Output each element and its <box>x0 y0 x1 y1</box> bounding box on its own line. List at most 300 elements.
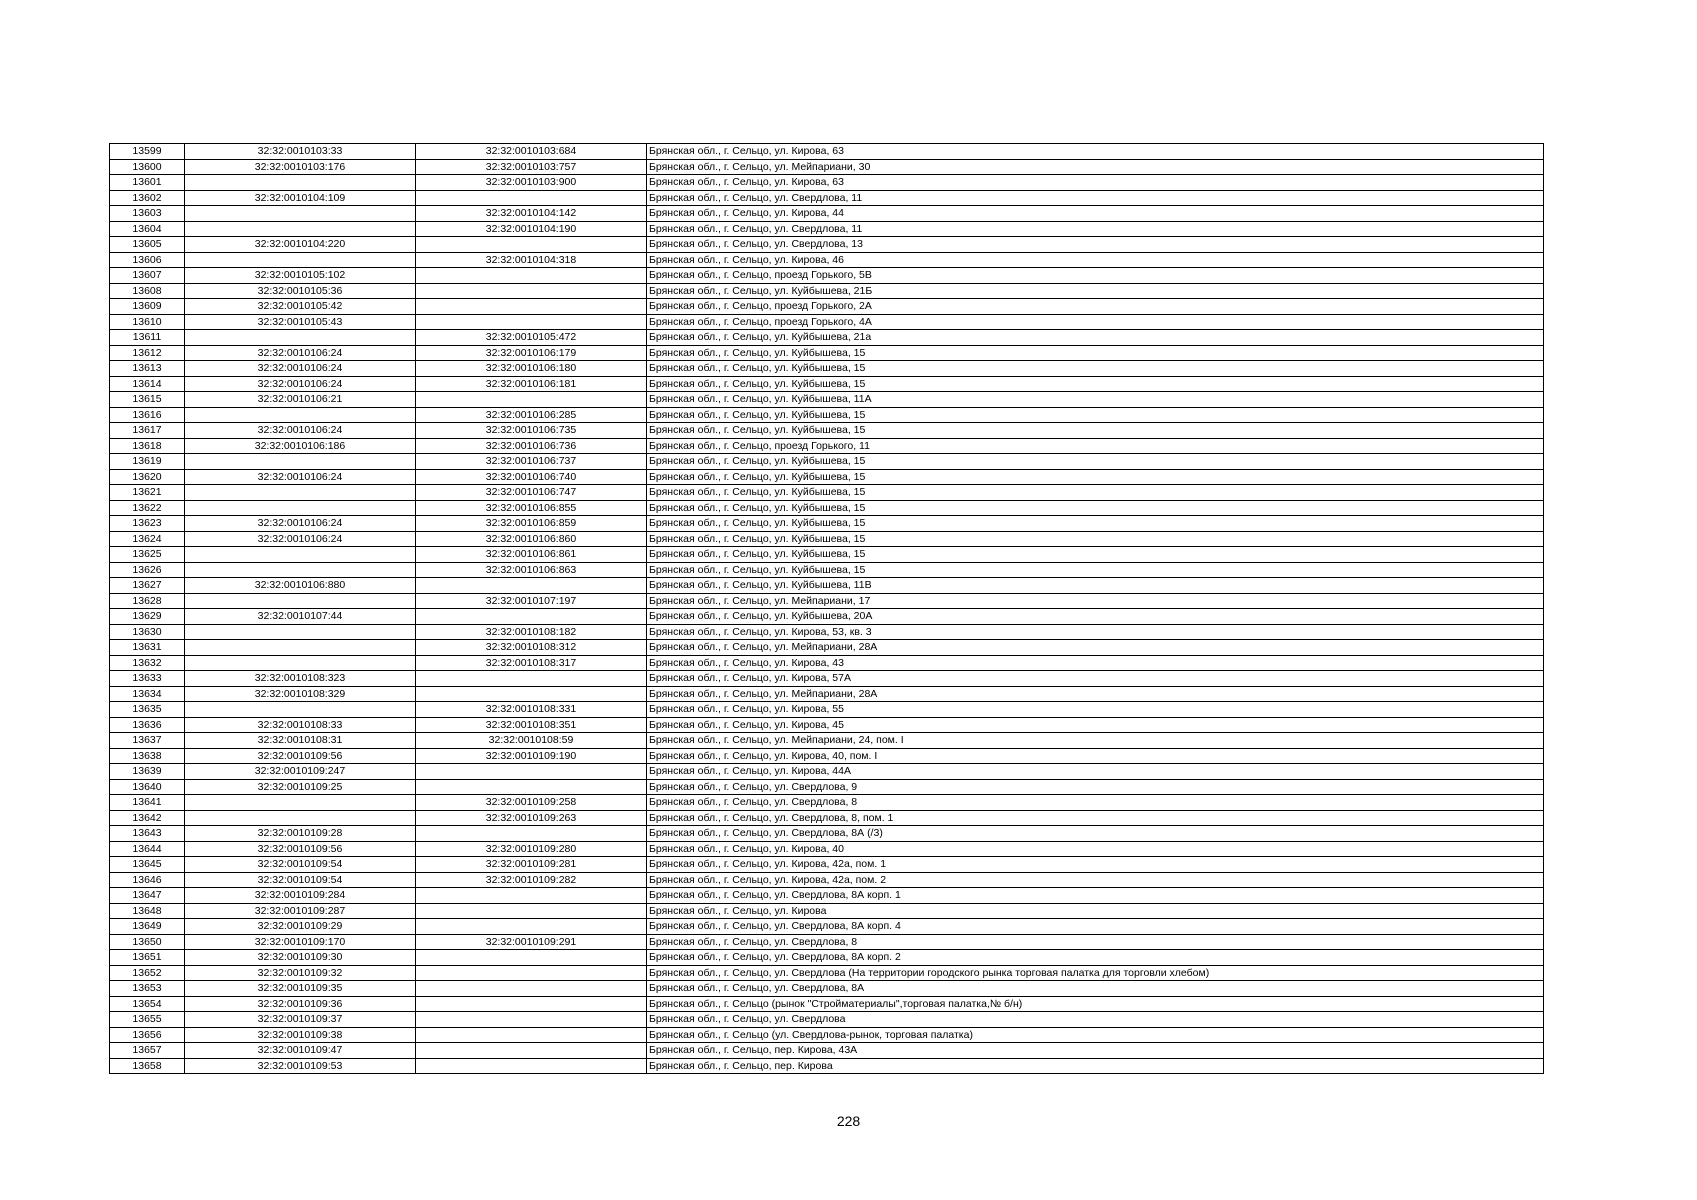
land-cadastral-number-cell <box>185 593 416 609</box>
address-cell: Брянская обл., г. Сельцо, проезд Горького, 5В <box>647 268 1544 284</box>
row-number-cell: 13656 <box>110 1027 185 1043</box>
building-cadastral-number-cell <box>416 1027 647 1043</box>
table-row <box>110 454 1544 470</box>
building-cadastral-number-cell: 32:32:0010109:291 <box>416 934 647 950</box>
row-number-cell: 13621 <box>110 485 185 501</box>
address-cell: Брянская обл., г. Сельцо, ул. Куйбышева, 15 <box>647 469 1544 485</box>
row-number-cell: 13658 <box>110 1058 185 1074</box>
row-number-cell: 13639 <box>110 764 185 780</box>
table-row <box>110 733 1544 749</box>
row-number-cell: 13609 <box>110 299 185 315</box>
land-cadastral-number-cell: 32:32:0010109:170 <box>185 934 416 950</box>
land-cadastral-number-cell <box>185 407 416 423</box>
building-cadastral-number-cell <box>416 268 647 284</box>
address-cell: Брянская обл., г. Сельцо, ул. Свердлова, 11 <box>647 221 1544 237</box>
land-cadastral-number-cell: 32:32:0010109:36 <box>185 996 416 1012</box>
building-cadastral-number-cell <box>416 888 647 904</box>
row-number-cell: 13638 <box>110 748 185 764</box>
table-row <box>110 965 1544 981</box>
address-cell: Брянская обл., г. Сельцо, ул. Куйбышева, 15 <box>647 376 1544 392</box>
address-cell: Брянская обл., г. Сельцо, пер. Кирова, 43А <box>647 1043 1544 1059</box>
table-row <box>110 655 1544 671</box>
building-cadastral-number-cell: 32:32:0010109:282 <box>416 872 647 888</box>
building-cadastral-number-cell <box>416 950 647 966</box>
address-cell: Брянская обл., г. Сельцо, ул. Кирова, 46 <box>647 252 1544 268</box>
land-cadastral-number-cell: 32:32:0010109:30 <box>185 950 416 966</box>
address-cell: Брянская обл., г. Сельцо, ул. Свердлова, 9 <box>647 779 1544 795</box>
table-row <box>110 1043 1544 1059</box>
row-number-cell: 13630 <box>110 624 185 640</box>
address-cell: Брянская обл., г. Сельцо, ул. Куйбышева, 15 <box>647 454 1544 470</box>
table-row <box>110 779 1544 795</box>
address-cell: Брянская обл., г. Сельцо, пер. Кирова <box>647 1058 1544 1074</box>
address-cell: Брянская обл., г. Сельцо, ул. Кирова, 42а, пом. 2 <box>647 872 1544 888</box>
table-row <box>110 361 1544 377</box>
address-cell: Брянская обл., г. Сельцо, ул. Куйбышева, 15 <box>647 407 1544 423</box>
address-cell: Брянская обл., г. Сельцо, ул. Свердлова, 8А корп. 4 <box>647 919 1544 935</box>
row-number-cell: 13604 <box>110 221 185 237</box>
row-number-cell: 13654 <box>110 996 185 1012</box>
land-cadastral-number-cell <box>185 640 416 656</box>
table-row <box>110 903 1544 919</box>
address-cell: Брянская обл., г. Сельцо, ул. Мейпариани, 28А <box>647 686 1544 702</box>
land-cadastral-number-cell: 32:32:0010109:56 <box>185 841 416 857</box>
land-cadastral-number-cell: 32:32:0010105:36 <box>185 283 416 299</box>
address-cell: Брянская обл., г. Сельцо, ул. Куйбышева, 15 <box>647 516 1544 532</box>
building-cadastral-number-cell: 32:32:0010106:737 <box>416 454 647 470</box>
building-cadastral-number-cell: 32:32:0010103:900 <box>416 175 647 191</box>
land-cadastral-number-cell: 32:32:0010103:176 <box>185 159 416 175</box>
row-number-cell: 13631 <box>110 640 185 656</box>
land-cadastral-number-cell: 32:32:0010108:329 <box>185 686 416 702</box>
land-cadastral-number-cell: 32:32:0010105:102 <box>185 268 416 284</box>
row-number-cell: 13633 <box>110 671 185 687</box>
address-cell: Брянская обл., г. Сельцо, ул. Куйбышева, 15 <box>647 361 1544 377</box>
registry-table <box>109 143 1544 1074</box>
land-cadastral-number-cell: 32:32:0010109:287 <box>185 903 416 919</box>
row-number-cell: 13623 <box>110 516 185 532</box>
land-cadastral-number-cell <box>185 810 416 826</box>
building-cadastral-number-cell <box>416 283 647 299</box>
row-number-cell: 13637 <box>110 733 185 749</box>
row-number-cell: 13646 <box>110 872 185 888</box>
land-cadastral-number-cell: 32:32:0010108:31 <box>185 733 416 749</box>
address-cell: Брянская обл., г. Сельцо, ул. Свердлова (На территории городского рынка торговая палатка для торговли хлебом) <box>647 965 1544 981</box>
row-number-cell: 13617 <box>110 423 185 439</box>
address-cell: Брянская обл., г. Сельцо, ул. Кирова, 40 <box>647 841 1544 857</box>
building-cadastral-number-cell: 32:32:0010106:181 <box>416 376 647 392</box>
land-cadastral-number-cell <box>185 206 416 222</box>
building-cadastral-number-cell <box>416 609 647 625</box>
building-cadastral-number-cell <box>416 919 647 935</box>
table-row <box>110 702 1544 718</box>
address-cell: Брянская обл., г. Сельцо, ул. Куйбышева, 21а <box>647 330 1544 346</box>
row-number-cell: 13601 <box>110 175 185 191</box>
land-cadastral-number-cell <box>185 702 416 718</box>
address-cell: Брянская обл., г. Сельцо, ул. Свердлова, 8А (/3) <box>647 826 1544 842</box>
land-cadastral-number-cell: 32:32:0010106:186 <box>185 438 416 454</box>
table-row <box>110 640 1544 656</box>
row-number-cell: 13640 <box>110 779 185 795</box>
building-cadastral-number-cell <box>416 996 647 1012</box>
building-cadastral-number-cell: 32:32:0010106:180 <box>416 361 647 377</box>
land-cadastral-number-cell <box>185 454 416 470</box>
building-cadastral-number-cell <box>416 981 647 997</box>
address-cell: Брянская обл., г. Сельцо, ул. Куйбышева, 15 <box>647 531 1544 547</box>
row-number-cell: 13653 <box>110 981 185 997</box>
table-row <box>110 376 1544 392</box>
land-cadastral-number-cell: 32:32:0010108:323 <box>185 671 416 687</box>
table-row <box>110 531 1544 547</box>
table-row <box>110 717 1544 733</box>
building-cadastral-number-cell: 32:32:0010108:331 <box>416 702 647 718</box>
table-row <box>110 423 1544 439</box>
row-number-cell: 13620 <box>110 469 185 485</box>
land-cadastral-number-cell <box>185 221 416 237</box>
table-row <box>110 175 1544 191</box>
land-cadastral-number-cell: 32:32:0010106:24 <box>185 516 416 532</box>
address-cell: Брянская обл., г. Сельцо, ул. Кирова, 63 <box>647 144 1544 160</box>
row-number-cell: 13650 <box>110 934 185 950</box>
building-cadastral-number-cell: 32:32:0010109:263 <box>416 810 647 826</box>
building-cadastral-number-cell <box>416 1012 647 1028</box>
land-cadastral-number-cell: 32:32:0010106:24 <box>185 361 416 377</box>
row-number-cell: 13614 <box>110 376 185 392</box>
building-cadastral-number-cell: 32:32:0010109:258 <box>416 795 647 811</box>
table-row <box>110 299 1544 315</box>
row-number-cell: 13645 <box>110 857 185 873</box>
building-cadastral-number-cell <box>416 190 647 206</box>
land-cadastral-number-cell <box>185 330 416 346</box>
building-cadastral-number-cell <box>416 1043 647 1059</box>
row-number-cell: 13615 <box>110 392 185 408</box>
row-number-cell: 13635 <box>110 702 185 718</box>
row-number-cell: 13613 <box>110 361 185 377</box>
table-row <box>110 795 1544 811</box>
building-cadastral-number-cell <box>416 779 647 795</box>
building-cadastral-number-cell: 32:32:0010106:735 <box>416 423 647 439</box>
table-row <box>110 950 1544 966</box>
row-number-cell: 13636 <box>110 717 185 733</box>
land-cadastral-number-cell <box>185 795 416 811</box>
row-number-cell: 13607 <box>110 268 185 284</box>
row-number-cell: 13606 <box>110 252 185 268</box>
table-row <box>110 624 1544 640</box>
building-cadastral-number-cell: 32:32:0010108:59 <box>416 733 647 749</box>
address-cell: Брянская обл., г. Сельцо, ул. Кирова, 44 <box>647 206 1544 222</box>
building-cadastral-number-cell: 32:32:0010109:280 <box>416 841 647 857</box>
table-row <box>110 438 1544 454</box>
table-row <box>110 221 1544 237</box>
table-row <box>110 810 1544 826</box>
building-cadastral-number-cell <box>416 686 647 702</box>
building-cadastral-number-cell <box>416 299 647 315</box>
land-cadastral-number-cell <box>185 485 416 501</box>
building-cadastral-number-cell: 32:32:0010106:740 <box>416 469 647 485</box>
table-row <box>110 1027 1544 1043</box>
address-cell: Брянская обл., г. Сельцо, ул. Мейпариани, 28А <box>647 640 1544 656</box>
address-cell: Брянская обл., г. Сельцо, ул. Куйбышева, 15 <box>647 562 1544 578</box>
table-row <box>110 562 1544 578</box>
land-cadastral-number-cell: 32:32:0010109:32 <box>185 965 416 981</box>
land-cadastral-number-cell: 32:32:0010109:28 <box>185 826 416 842</box>
row-number-cell: 13627 <box>110 578 185 594</box>
address-cell: Брянская обл., г. Сельцо, ул. Свердлова, 8 <box>647 934 1544 950</box>
row-number-cell: 13603 <box>110 206 185 222</box>
row-number-cell: 13644 <box>110 841 185 857</box>
land-cadastral-number-cell: 32:32:0010104:220 <box>185 237 416 253</box>
building-cadastral-number-cell: 32:32:0010106:285 <box>416 407 647 423</box>
address-cell: Брянская обл., г. Сельцо, ул. Свердлова, 8А корп. 1 <box>647 888 1544 904</box>
land-cadastral-number-cell: 32:32:0010109:56 <box>185 748 416 764</box>
building-cadastral-number-cell: 32:32:0010106:179 <box>416 345 647 361</box>
row-number-cell: 13622 <box>110 500 185 516</box>
building-cadastral-number-cell: 32:32:0010106:863 <box>416 562 647 578</box>
land-cadastral-number-cell: 32:32:0010109:25 <box>185 779 416 795</box>
row-number-cell: 13612 <box>110 345 185 361</box>
land-cadastral-number-cell: 32:32:0010104:109 <box>185 190 416 206</box>
table-row <box>110 159 1544 175</box>
land-cadastral-number-cell: 32:32:0010106:21 <box>185 392 416 408</box>
table-row <box>110 578 1544 594</box>
row-number-cell: 13642 <box>110 810 185 826</box>
building-cadastral-number-cell: 32:32:0010106:855 <box>416 500 647 516</box>
building-cadastral-number-cell: 32:32:0010106:859 <box>416 516 647 532</box>
row-number-cell: 13611 <box>110 330 185 346</box>
address-cell: Брянская обл., г. Сельцо, ул. Куйбышева, 11В <box>647 578 1544 594</box>
building-cadastral-number-cell: 32:32:0010104:142 <box>416 206 647 222</box>
address-cell: Брянская обл., г. Сельцо, ул. Свердлова, 8 <box>647 795 1544 811</box>
address-cell: Брянская обл., г. Сельцо, ул. Куйбышева, 15 <box>647 485 1544 501</box>
land-cadastral-number-cell: 32:32:0010109:284 <box>185 888 416 904</box>
row-number-cell: 13599 <box>110 144 185 160</box>
land-cadastral-number-cell: 32:32:0010106:24 <box>185 423 416 439</box>
land-cadastral-number-cell: 32:32:0010106:24 <box>185 531 416 547</box>
row-number-cell: 13629 <box>110 609 185 625</box>
land-cadastral-number-cell: 32:32:0010109:54 <box>185 872 416 888</box>
table-row <box>110 144 1544 160</box>
building-cadastral-number-cell: 32:32:0010108:317 <box>416 655 647 671</box>
building-cadastral-number-cell <box>416 671 647 687</box>
building-cadastral-number-cell: 32:32:0010103:684 <box>416 144 647 160</box>
row-number-cell: 13628 <box>110 593 185 609</box>
row-number-cell: 13626 <box>110 562 185 578</box>
row-number-cell: 13605 <box>110 237 185 253</box>
table-row <box>110 857 1544 873</box>
land-cadastral-number-cell: 32:32:0010106:880 <box>185 578 416 594</box>
table-row <box>110 314 1544 330</box>
address-cell: Брянская обл., г. Сельцо, ул. Свердлова, 13 <box>647 237 1544 253</box>
land-cadastral-number-cell: 32:32:0010109:37 <box>185 1012 416 1028</box>
table-row <box>110 1058 1544 1074</box>
table-row <box>110 283 1544 299</box>
building-cadastral-number-cell: 32:32:0010108:182 <box>416 624 647 640</box>
land-cadastral-number-cell <box>185 500 416 516</box>
table-row <box>110 981 1544 997</box>
table-row <box>110 206 1544 222</box>
land-cadastral-number-cell: 32:32:0010107:44 <box>185 609 416 625</box>
row-number-cell: 13619 <box>110 454 185 470</box>
building-cadastral-number-cell <box>416 1058 647 1074</box>
address-cell: Брянская обл., г. Сельцо, ул. Кирова, 44А <box>647 764 1544 780</box>
land-cadastral-number-cell: 32:32:0010109:247 <box>185 764 416 780</box>
building-cadastral-number-cell: 32:32:0010106:861 <box>416 547 647 563</box>
table-row <box>110 841 1544 857</box>
building-cadastral-number-cell: 32:32:0010109:190 <box>416 748 647 764</box>
address-cell: Брянская обл., г. Сельцо, ул. Кирова <box>647 903 1544 919</box>
address-cell: Брянская обл., г. Сельцо, ул. Кирова, 57А <box>647 671 1544 687</box>
table-row <box>110 268 1544 284</box>
building-cadastral-number-cell: 32:32:0010105:472 <box>416 330 647 346</box>
table-row <box>110 996 1544 1012</box>
table-row <box>110 252 1544 268</box>
row-number-cell: 13643 <box>110 826 185 842</box>
building-cadastral-number-cell: 32:32:0010107:197 <box>416 593 647 609</box>
address-cell: Брянская обл., г. Сельцо, ул. Куйбышева, 15 <box>647 547 1544 563</box>
building-cadastral-number-cell <box>416 826 647 842</box>
table-row <box>110 764 1544 780</box>
land-cadastral-number-cell <box>185 175 416 191</box>
table-row <box>110 345 1544 361</box>
land-cadastral-number-cell: 32:32:0010105:42 <box>185 299 416 315</box>
address-cell: Брянская обл., г. Сельцо, ул. Свердлова, 11 <box>647 190 1544 206</box>
row-number-cell: 13608 <box>110 283 185 299</box>
building-cadastral-number-cell: 32:32:0010103:757 <box>416 159 647 175</box>
land-cadastral-number-cell <box>185 252 416 268</box>
row-number-cell: 13602 <box>110 190 185 206</box>
table-row <box>110 500 1544 516</box>
address-cell: Брянская обл., г. Сельцо, ул. Куйбышева, 15 <box>647 345 1544 361</box>
building-cadastral-number-cell: 32:32:0010109:281 <box>416 857 647 873</box>
building-cadastral-number-cell: 32:32:0010104:190 <box>416 221 647 237</box>
address-cell: Брянская обл., г. Сельцо, ул. Куйбышева, 15 <box>647 500 1544 516</box>
land-cadastral-number-cell: 32:32:0010109:29 <box>185 919 416 935</box>
row-number-cell: 13641 <box>110 795 185 811</box>
address-cell: Брянская обл., г. Сельцо, ул. Кирова, 40, пом. I <box>647 748 1544 764</box>
address-cell: Брянская обл., г. Сельцо, ул. Свердлова, 8, пом. 1 <box>647 810 1544 826</box>
address-cell: Брянская обл., г. Сельцо, ул. Кирова, 55 <box>647 702 1544 718</box>
row-number-cell: 13652 <box>110 965 185 981</box>
row-number-cell: 13655 <box>110 1012 185 1028</box>
row-number-cell: 13634 <box>110 686 185 702</box>
address-cell: Брянская обл., г. Сельцо, проезд Горького, 11 <box>647 438 1544 454</box>
row-number-cell: 13600 <box>110 159 185 175</box>
address-cell: Брянская обл., г. Сельцо (рынок "Стройматериалы",торговая палатка,№ б/н) <box>647 996 1544 1012</box>
building-cadastral-number-cell: 32:32:0010106:860 <box>416 531 647 547</box>
row-number-cell: 13651 <box>110 950 185 966</box>
table-row <box>110 547 1544 563</box>
row-number-cell: 13649 <box>110 919 185 935</box>
table-row <box>110 888 1544 904</box>
address-cell: Брянская обл., г. Сельцо, проезд Горького, 2А <box>647 299 1544 315</box>
table-row <box>110 748 1544 764</box>
table-row <box>110 826 1544 842</box>
row-number-cell: 13625 <box>110 547 185 563</box>
land-cadastral-number-cell: 32:32:0010109:47 <box>185 1043 416 1059</box>
address-cell: Брянская обл., г. Сельцо, ул. Свердлова, 8А <box>647 981 1544 997</box>
building-cadastral-number-cell <box>416 965 647 981</box>
land-cadastral-number-cell: 32:32:0010109:53 <box>185 1058 416 1074</box>
table-row <box>110 686 1544 702</box>
building-cadastral-number-cell <box>416 578 647 594</box>
table-row <box>110 237 1544 253</box>
address-cell: Брянская обл., г. Сельцо, ул. Кирова, 43 <box>647 655 1544 671</box>
land-cadastral-number-cell <box>185 547 416 563</box>
land-cadastral-number-cell: 32:32:0010106:24 <box>185 376 416 392</box>
row-number-cell: 13657 <box>110 1043 185 1059</box>
address-cell: Брянская обл., г. Сельцо, ул. Куйбышева, 11А <box>647 392 1544 408</box>
building-cadastral-number-cell: 32:32:0010108:312 <box>416 640 647 656</box>
land-cadastral-number-cell: 32:32:0010109:35 <box>185 981 416 997</box>
row-number-cell: 13610 <box>110 314 185 330</box>
building-cadastral-number-cell: 32:32:0010104:318 <box>416 252 647 268</box>
page-number: 228 <box>836 1113 861 1129</box>
address-cell: Брянская обл., г. Сельцо (ул. Свердлова-рынок, торговая палатка) <box>647 1027 1544 1043</box>
address-cell: Брянская обл., г. Сельцо, ул. Кирова, 63 <box>647 175 1544 191</box>
land-cadastral-number-cell <box>185 655 416 671</box>
table-row <box>110 872 1544 888</box>
address-cell: Брянская обл., г. Сельцо, ул. Куйбышева, 20А <box>647 609 1544 625</box>
land-cadastral-number-cell: 32:32:0010109:38 <box>185 1027 416 1043</box>
building-cadastral-number-cell <box>416 903 647 919</box>
row-number-cell: 13632 <box>110 655 185 671</box>
land-cadastral-number-cell: 32:32:0010108:33 <box>185 717 416 733</box>
building-cadastral-number-cell <box>416 237 647 253</box>
building-cadastral-number-cell <box>416 764 647 780</box>
table-row <box>110 485 1544 501</box>
table-row <box>110 934 1544 950</box>
table-row <box>110 593 1544 609</box>
table-row <box>110 516 1544 532</box>
table-row <box>110 469 1544 485</box>
building-cadastral-number-cell: 32:32:0010106:736 <box>416 438 647 454</box>
land-cadastral-number-cell: 32:32:0010109:54 <box>185 857 416 873</box>
table-row <box>110 1012 1544 1028</box>
building-cadastral-number-cell: 32:32:0010106:747 <box>416 485 647 501</box>
table-row <box>110 392 1544 408</box>
address-cell: Брянская обл., г. Сельцо, ул. Свердлова <box>647 1012 1544 1028</box>
land-cadastral-number-cell <box>185 624 416 640</box>
row-number-cell: 13618 <box>110 438 185 454</box>
row-number-cell: 13616 <box>110 407 185 423</box>
address-cell: Брянская обл., г. Сельцо, проезд Горького, 4А <box>647 314 1544 330</box>
table-row <box>110 407 1544 423</box>
building-cadastral-number-cell: 32:32:0010108:351 <box>416 717 647 733</box>
building-cadastral-number-cell <box>416 392 647 408</box>
land-cadastral-number-cell: 32:32:0010106:24 <box>185 345 416 361</box>
table-row <box>110 671 1544 687</box>
table-row <box>110 190 1544 206</box>
address-cell: Брянская обл., г. Сельцо, ул. Кирова, 45 <box>647 717 1544 733</box>
row-number-cell: 13647 <box>110 888 185 904</box>
address-cell: Брянская обл., г. Сельцо, ул. Мейпариани, 17 <box>647 593 1544 609</box>
address-cell: Брянская обл., г. Сельцо, ул. Куйбышева, 15 <box>647 423 1544 439</box>
land-cadastral-number-cell <box>185 562 416 578</box>
table-row <box>110 330 1544 346</box>
land-cadastral-number-cell: 32:32:0010103:33 <box>185 144 416 160</box>
row-number-cell: 13648 <box>110 903 185 919</box>
registry-table-body <box>110 144 1544 1074</box>
table-row <box>110 919 1544 935</box>
address-cell: Брянская обл., г. Сельцо, ул. Кирова, 53, кв. 3 <box>647 624 1544 640</box>
building-cadastral-number-cell <box>416 314 647 330</box>
address-cell: Брянская обл., г. Сельцо, ул. Куйбышева, 21Б <box>647 283 1544 299</box>
land-cadastral-number-cell: 32:32:0010105:43 <box>185 314 416 330</box>
address-cell: Брянская обл., г. Сельцо, ул. Свердлова, 8А корп. 2 <box>647 950 1544 966</box>
land-cadastral-number-cell: 32:32:0010106:24 <box>185 469 416 485</box>
address-cell: Брянская обл., г. Сельцо, ул. Мейпариани, 30 <box>647 159 1544 175</box>
row-number-cell: 13624 <box>110 531 185 547</box>
